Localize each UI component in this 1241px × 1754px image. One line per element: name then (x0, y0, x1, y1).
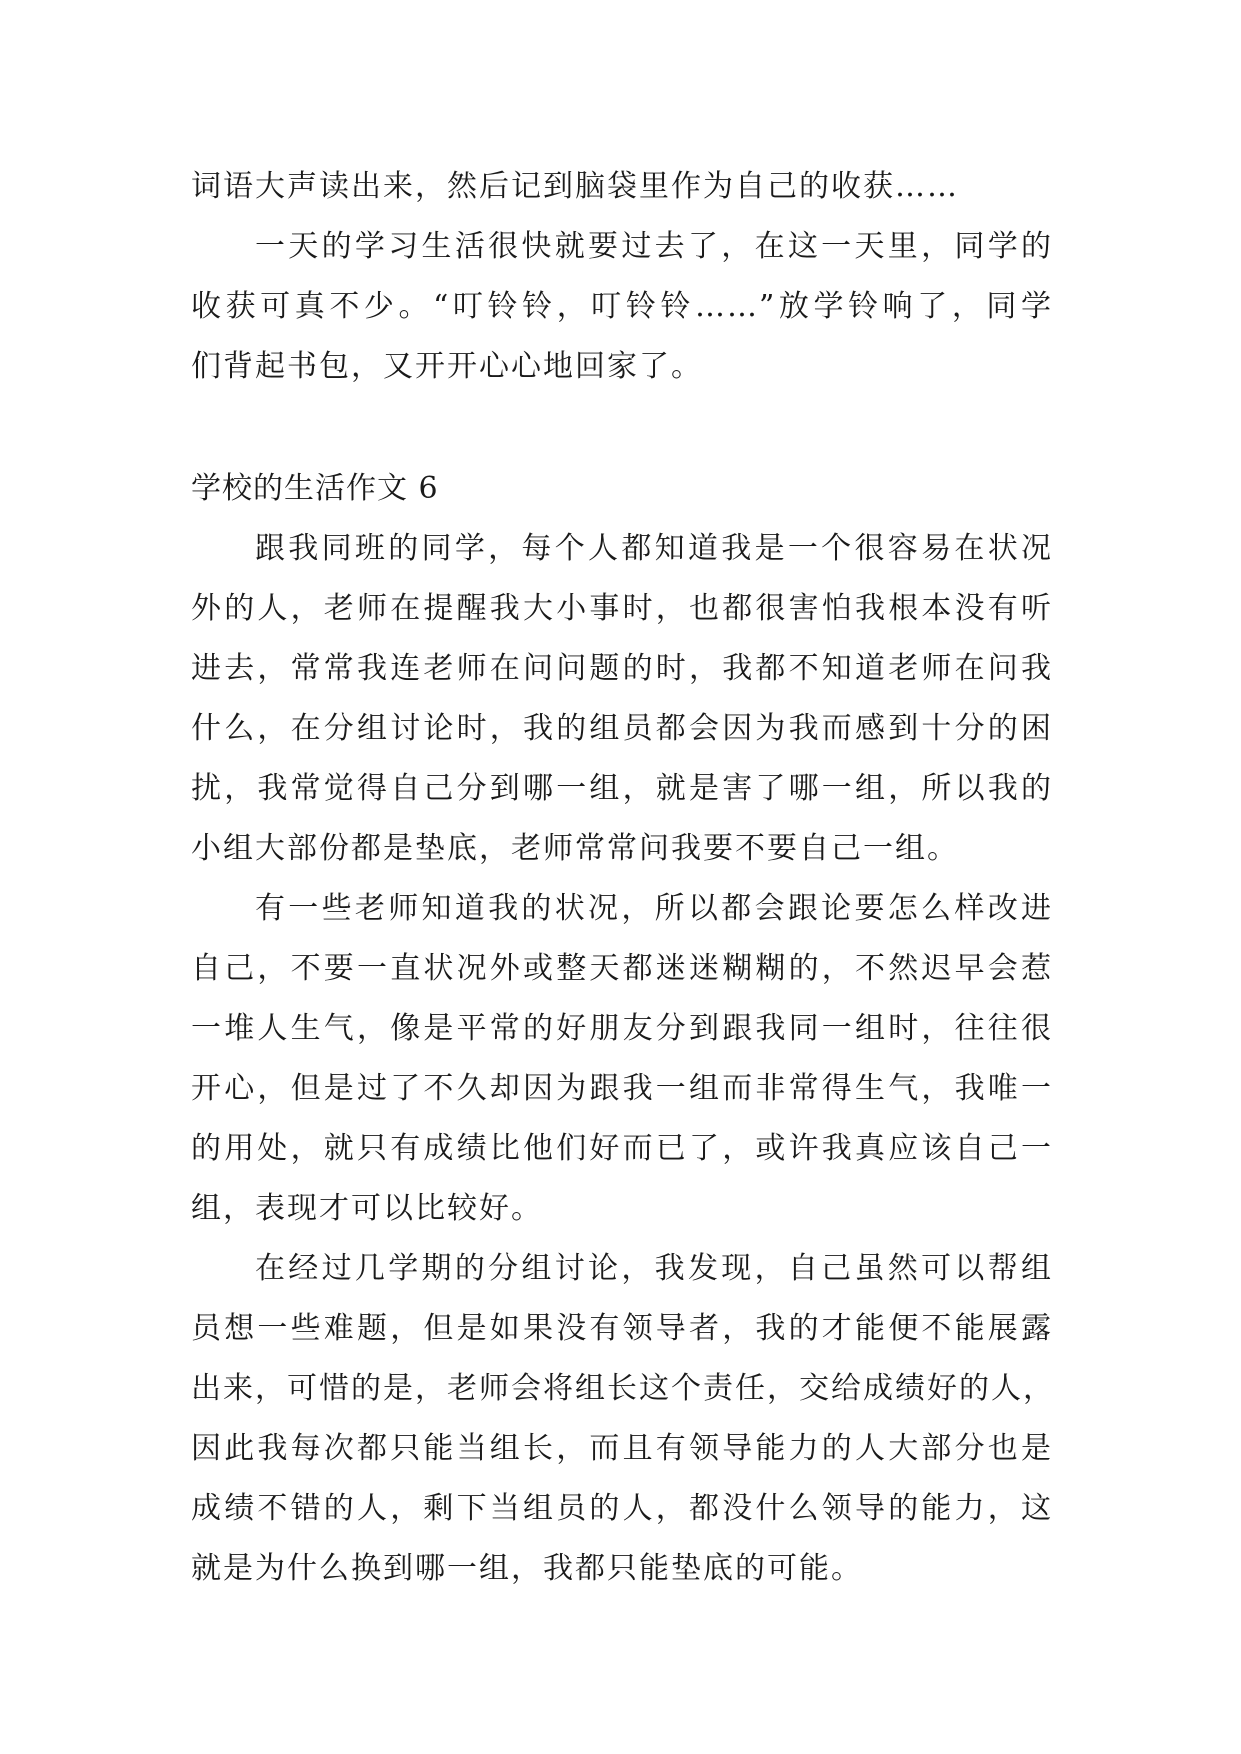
text-line: 成绩不错的人，剩下当组员的人，都没什么领导的能力，这 (191, 1491, 1053, 1526)
text-line: 外的人，老师在提醒我大小事时，也都很害怕我根本没有听 (191, 591, 1053, 626)
text-line: 什么，在分组讨论时，我的组员都会因为我而感到十分的困 (191, 711, 1053, 746)
text-line: 进去，常常我连老师在问问题的时，我都不知道老师在问我 (191, 651, 1053, 686)
text-line: 跟我同班的同学，每个人都知道我是一个很容易在状况 (255, 531, 1053, 566)
text-line: 的用处，就只有成绩比他们好而已了，或许我真应该自己一 (191, 1131, 1053, 1166)
text-line: 员想一些难题，但是如果没有领导者，我的才能便不能展露 (191, 1311, 1053, 1346)
text-line: 出来，可惜的是，老师会将组长这个责任，交给成绩好的人， (191, 1371, 1055, 1406)
text-line: 因此我每次都只能当组长，而且有领导能力的人大部分也是 (191, 1431, 1053, 1466)
text-line: 就是为什么换到哪一组，我都只能垫底的可能。 (191, 1551, 863, 1586)
paragraph (191, 1239, 1053, 1599)
text-line: 们背起书包，又开开心心地回家了。 (191, 349, 703, 384)
text-line: 在经过几学期的分组讨论，我发现，自己虽然可以帮组 (255, 1251, 1053, 1286)
text-line: 一天的学习生活很快就要过去了，在这一天里，同学的 (255, 229, 1053, 264)
paragraph (191, 519, 1053, 879)
text-line: 小组大部份都是垫底，老师常常问我要不要自己一组。 (191, 831, 959, 866)
text-line: 词语大声读出来，然后记到脑袋里作为自己的收获…… (191, 169, 959, 204)
section-gap (191, 397, 1053, 459)
text-line: 自己，不要一直状况外或整天都迷迷糊糊的，不然迟早会惹 (191, 951, 1053, 986)
paragraph (191, 157, 1053, 217)
section-title: 学校的生活作文 6 (191, 471, 439, 506)
text-line: 收获可真不少。“叮铃铃，叮铃铃……”放学铃响了，同学 (191, 289, 1053, 324)
intro-text (191, 157, 1053, 397)
text-line: 一堆人生气，像是平常的好朋友分到跟我同一组时，往往很 (191, 1011, 1053, 1046)
paragraph (191, 879, 1053, 1239)
document-page (191, 157, 1053, 1599)
section-body (191, 519, 1053, 1599)
paragraph (191, 217, 1053, 397)
text-line: 扰，我常觉得自己分到哪一组，就是害了哪一组，所以我的 (191, 771, 1053, 806)
text-line: 有一些老师知道我的状况，所以都会跟论要怎么样改进 (255, 891, 1053, 926)
text-line: 开心，但是过了不久却因为跟我一组而非常得生气，我唯一 (191, 1071, 1053, 1106)
text-line: 组，表现才可以比较好。 (191, 1191, 543, 1226)
